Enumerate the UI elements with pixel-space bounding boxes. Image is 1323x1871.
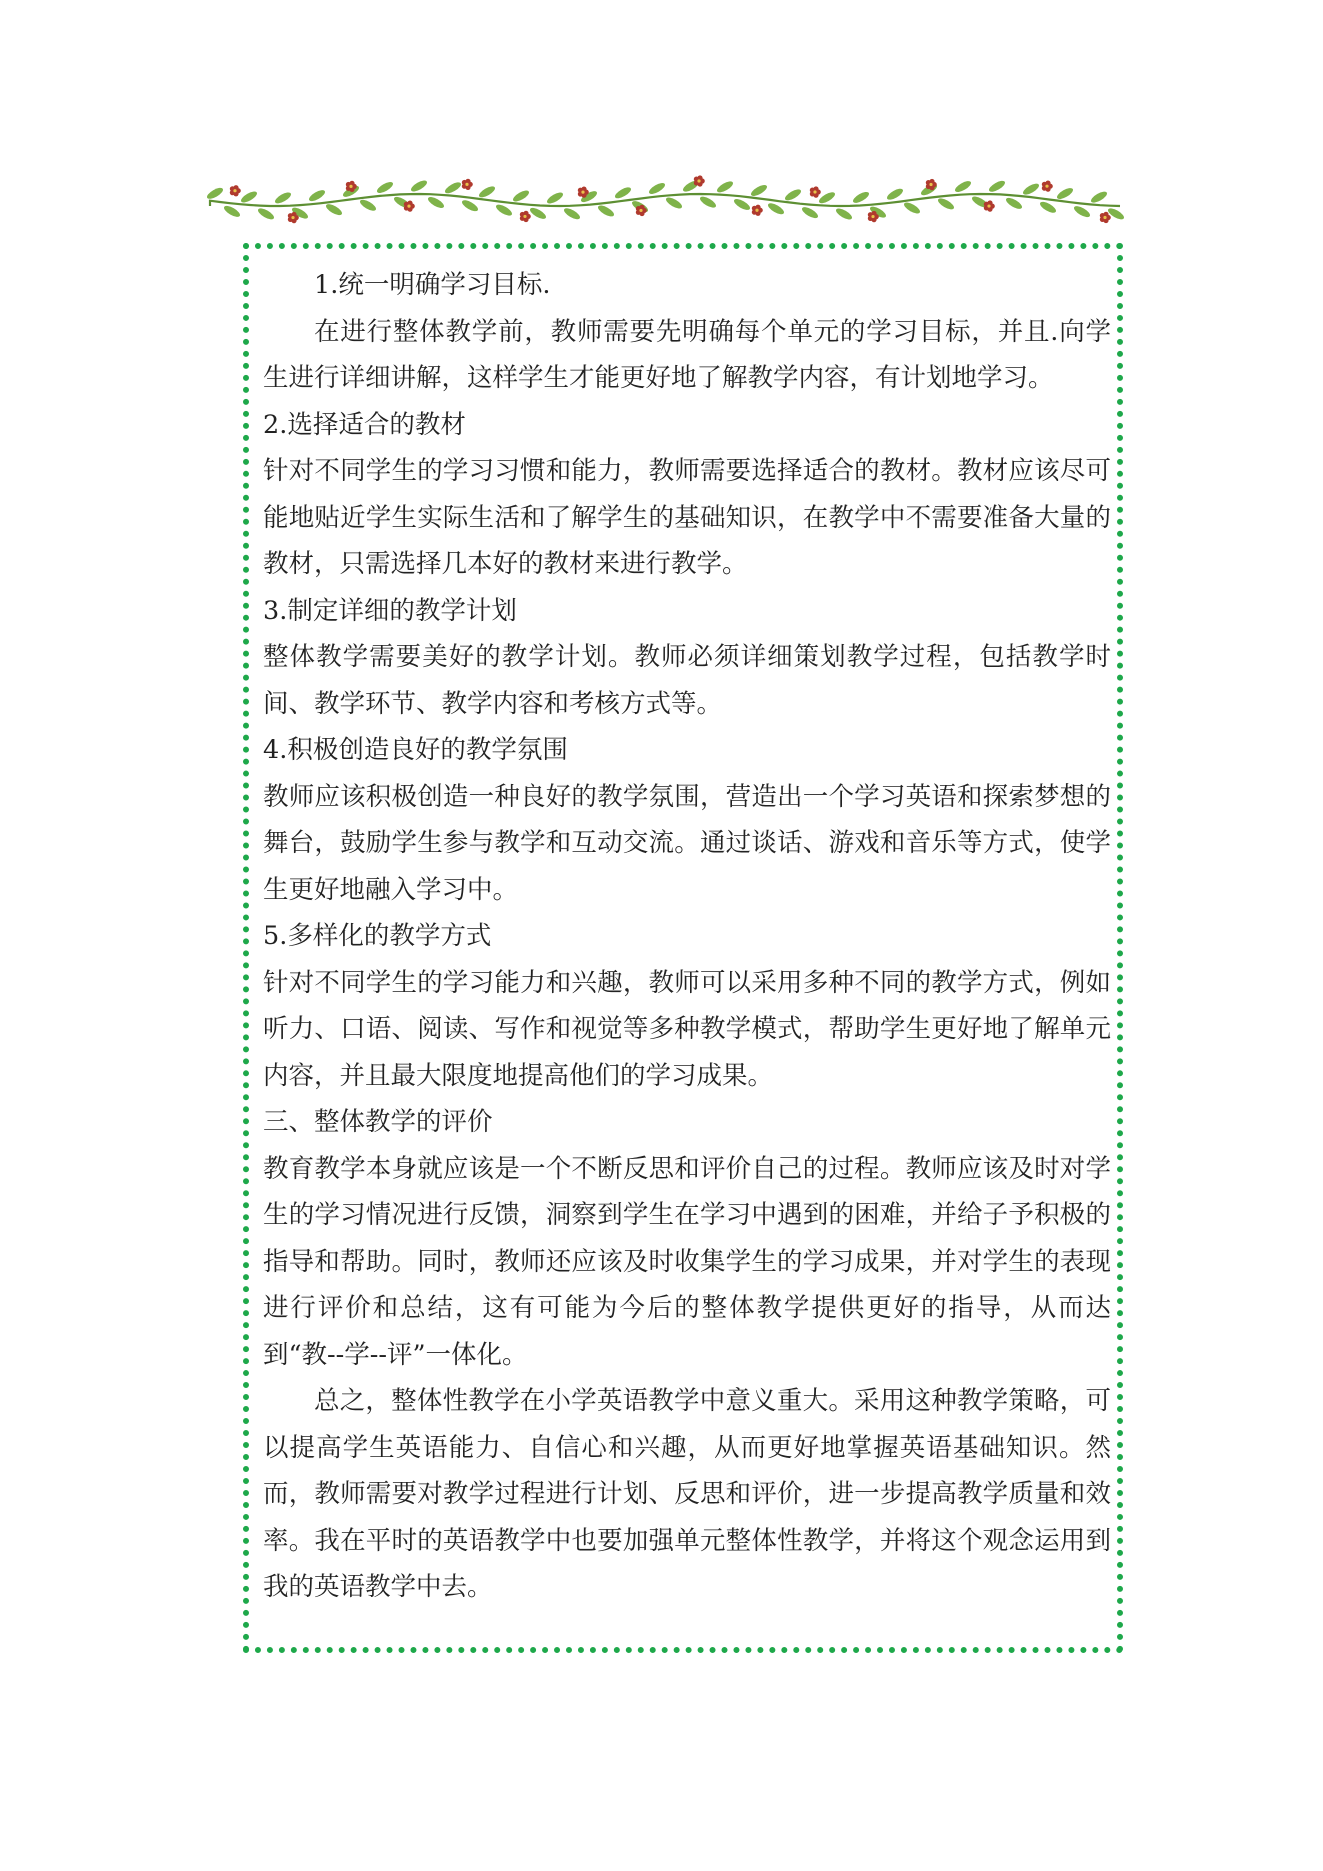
- paragraph-1: 1.统一明确学习目标.: [314, 270, 551, 300]
- paragraph-8: 教师应该积极创造一种良好的教学氛围，营造出一个学习英语和探索梦想的舞台，鼓励学生参与教学和互动交流。通过谈话、游戏和音乐等方式，使学生更好地融入学习中。: [263, 781, 1111, 905]
- vine-flower: [752, 205, 763, 216]
- vine-leaf: [1072, 204, 1091, 219]
- vine-leaf: [902, 200, 921, 215]
- paragraph-11: 三、整体教学的评价: [263, 1107, 493, 1137]
- vine-leaf: [800, 205, 819, 220]
- paragraph-5: 3.制定详细的教学计划: [263, 595, 517, 626]
- paragraph-10: 针对不同学生的学习能力和兴趣，教师可以采用多种不同的教学方式，例如听力、口语、阅读、写作和视觉等多种教学模式，帮助学生更好地了解单元内容，并且最大限度地提高他们的学习成果。: [263, 967, 1111, 1091]
- vine-flower: [810, 186, 821, 197]
- vine-flower: [694, 175, 705, 186]
- vine-leaf: [307, 188, 326, 203]
- vine-leaf: [562, 206, 581, 221]
- vine-flower: [984, 200, 995, 211]
- vine-leaf: [732, 197, 751, 212]
- vine-flower: [230, 185, 241, 196]
- vine-leaf: [885, 187, 904, 202]
- vine-border-decoration: [205, 170, 1130, 230]
- paragraph-3: 2.选择适合的教材: [263, 409, 466, 440]
- vine-leaf: [528, 206, 547, 221]
- vine-leaf: [613, 185, 632, 200]
- vine-leaf: [834, 206, 853, 221]
- vine-leaf: [494, 203, 513, 218]
- paragraph-9: 5.多样化的教学方式: [263, 921, 492, 951]
- vine-leaf: [545, 190, 564, 205]
- vine-leaf: [698, 194, 717, 209]
- vine-leaf: [1055, 186, 1074, 201]
- vine-flower: [462, 179, 473, 190]
- vine-leaf: [511, 188, 530, 203]
- vine-leaf: [256, 206, 275, 221]
- paragraph-13: 总之，整体性教学在小学英语教学中意义重大。采用这种教学策略，可以提高学生英语能力、自信心和兴趣，从而更好地掌握英语基础知识。然而，教师需要对教学过程进行计划、反思和评价，进一步提高教学质量和效率。我在平时的英语教学中也要加强单元整体性教学，并将这个观念运用到我的英语教学中去。: [263, 1386, 1111, 1602]
- vine-leaf: [443, 180, 462, 195]
- vine-leaf: [987, 179, 1006, 194]
- vine-leaf: [477, 184, 496, 199]
- paragraph-7: 4.积极创造良好的教学氛围: [263, 735, 568, 765]
- vine-leaf: [783, 187, 802, 202]
- vine-leaf: [324, 202, 343, 217]
- vine-leaf: [409, 178, 428, 193]
- document-body: [263, 262, 1111, 1611]
- vine-leaf: [239, 189, 258, 204]
- vine-leaf: [358, 198, 377, 213]
- vine-leaf: [851, 190, 870, 205]
- vine-leaf: [596, 203, 615, 218]
- vine-leaf: [426, 195, 445, 210]
- vine-flower: [520, 211, 531, 222]
- vine-flower: [1042, 181, 1053, 192]
- vine-leaf: [273, 190, 292, 205]
- vine-leaf: [375, 180, 394, 195]
- vine-leaf: [766, 201, 785, 216]
- vine-leaf: [936, 196, 955, 211]
- vine-leaf: [1004, 196, 1023, 211]
- vine-leaf: [664, 195, 683, 210]
- vine-leaf: [1089, 189, 1108, 204]
- vine-leaf: [647, 181, 666, 196]
- vine-leaf: [749, 183, 768, 198]
- paragraph-6: 整体教学需要美好的教学计划。教师必须详细策划教学过程，包括教学时间、教学环节、教学内容和考核方式等。: [263, 642, 1111, 719]
- paragraph-2: 在进行整体教学前，教师需要先明确每个单元的学习目标，并且.向学生进行详细讲解，这样学生才能更好地了解教学内容，有计划地学习。: [263, 316, 1111, 393]
- vine-leaf: [715, 179, 734, 194]
- vine-leaf: [460, 198, 479, 213]
- vine-flower: [404, 201, 415, 212]
- vine-leaf: [222, 204, 241, 219]
- vine-leaf: [1021, 182, 1040, 197]
- vine-leaf: [953, 179, 972, 194]
- paragraph-12: 教育教学本身就应该是一个不断反思和评价自己的过程。教师应该及时对学生的学习情况进行反馈，洞察到学生在学习中遇到的困难，并给子予积极的指导和帮助。同时，教师还应该及时收集学生的学习成果，并对学生的表现进行评价和总结，这有可能为今后的整体教学提供更好的指导，从而达到“教--学--评”一体化。: [263, 1153, 1111, 1370]
- vine-leaf: [1038, 200, 1057, 215]
- vine-flower: [1100, 212, 1111, 223]
- vine-leaf: [205, 186, 224, 201]
- paragraph-4: 针对不同学生的学习习惯和能力，教师需要选择适合的教材。教材应该尽可能地贴近学生实际生活和了解学生的基础知识，在教学中不需要准备大量的教材，只需选择几本好的教材来进行教学。: [263, 456, 1111, 579]
